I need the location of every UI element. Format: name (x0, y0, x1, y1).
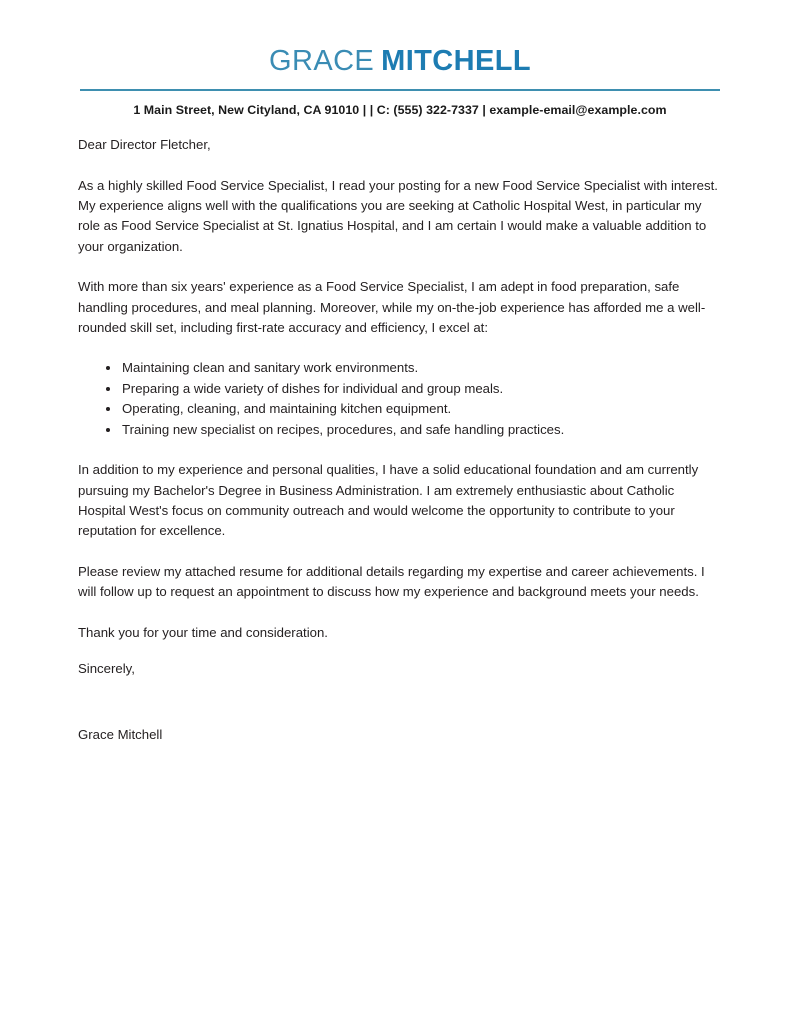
applicant-first-name: GRACE (269, 45, 375, 77)
paragraph-education: In addition to my experience and personal qualities, I have a solid educational foundation and am currently pursuing my Bachelor's Degree in Business Administration. I am extremely enthusiastic about Catholic Hospital West's focus on community outreach and would welcome the opportunity to contribute to your reputation for excellence. (78, 462, 699, 539)
letter-header (0, 0, 800, 117)
list-item (106, 399, 722, 419)
paragraph-followup: Please review my attached resume for additional details regarding my expertise and career achievements. I will follow up to request an appointment to discuss how my experience and background meets your needs. (78, 563, 705, 600)
bullet-dot-icon (106, 407, 110, 411)
list-item-label: Operating, cleaning, and maintaining kitchen equipment. (122, 401, 452, 417)
list-item-label: Maintaining clean and sanitary work environments. (122, 360, 419, 376)
bullet-dot-icon (106, 366, 110, 370)
signature-name: Grace Mitchell (78, 727, 163, 743)
letter-body (0, 135, 800, 746)
list-item (106, 379, 722, 399)
contact-info-line: 1 Main Street, New Cityland, CA 91010 | | C: (555) 322-7337 | example-email@example.com (133, 103, 667, 118)
skills-bullet-list (78, 358, 722, 440)
applicant-last-name: MITCHELL (381, 45, 531, 77)
list-item-label: Training new specialist on recipes, procedures, and safe handling practices. (122, 421, 565, 437)
bullet-dot-icon (106, 428, 110, 432)
salutation: Dear Director Fletcher, (78, 137, 211, 153)
list-item (106, 420, 722, 440)
thank-you-line: Thank you for your time and consideration. (78, 624, 328, 640)
bullet-dot-icon (106, 387, 110, 391)
paragraph-intro: As a highly skilled Food Service Specialist, I read your posting for a new Food Service Specialist with interest. My experience aligns well with the qualifications you are seeking at Catholic Hospital West, in particular my role as Food Service Specialist at St. Ignatius Hospital, and I am certain I would make a valuable addition to your organization. (78, 177, 718, 254)
paragraph-experience: With more than six years' experience as a Food Service Specialist, I am adept in food preparation, safe handling procedures, and meal planning. Moreover, while my on-the-job experience has afforded me a well-rounded skill set, including first-rate accuracy and efficiency, I excel at: (78, 279, 706, 336)
list-item-label: Preparing a wide variety of dishes for individual and group meals. (122, 380, 504, 396)
closing-line: Sincerely, (78, 660, 135, 676)
page-title (0, 44, 800, 78)
list-item (106, 358, 722, 378)
header-divider (80, 89, 720, 91)
